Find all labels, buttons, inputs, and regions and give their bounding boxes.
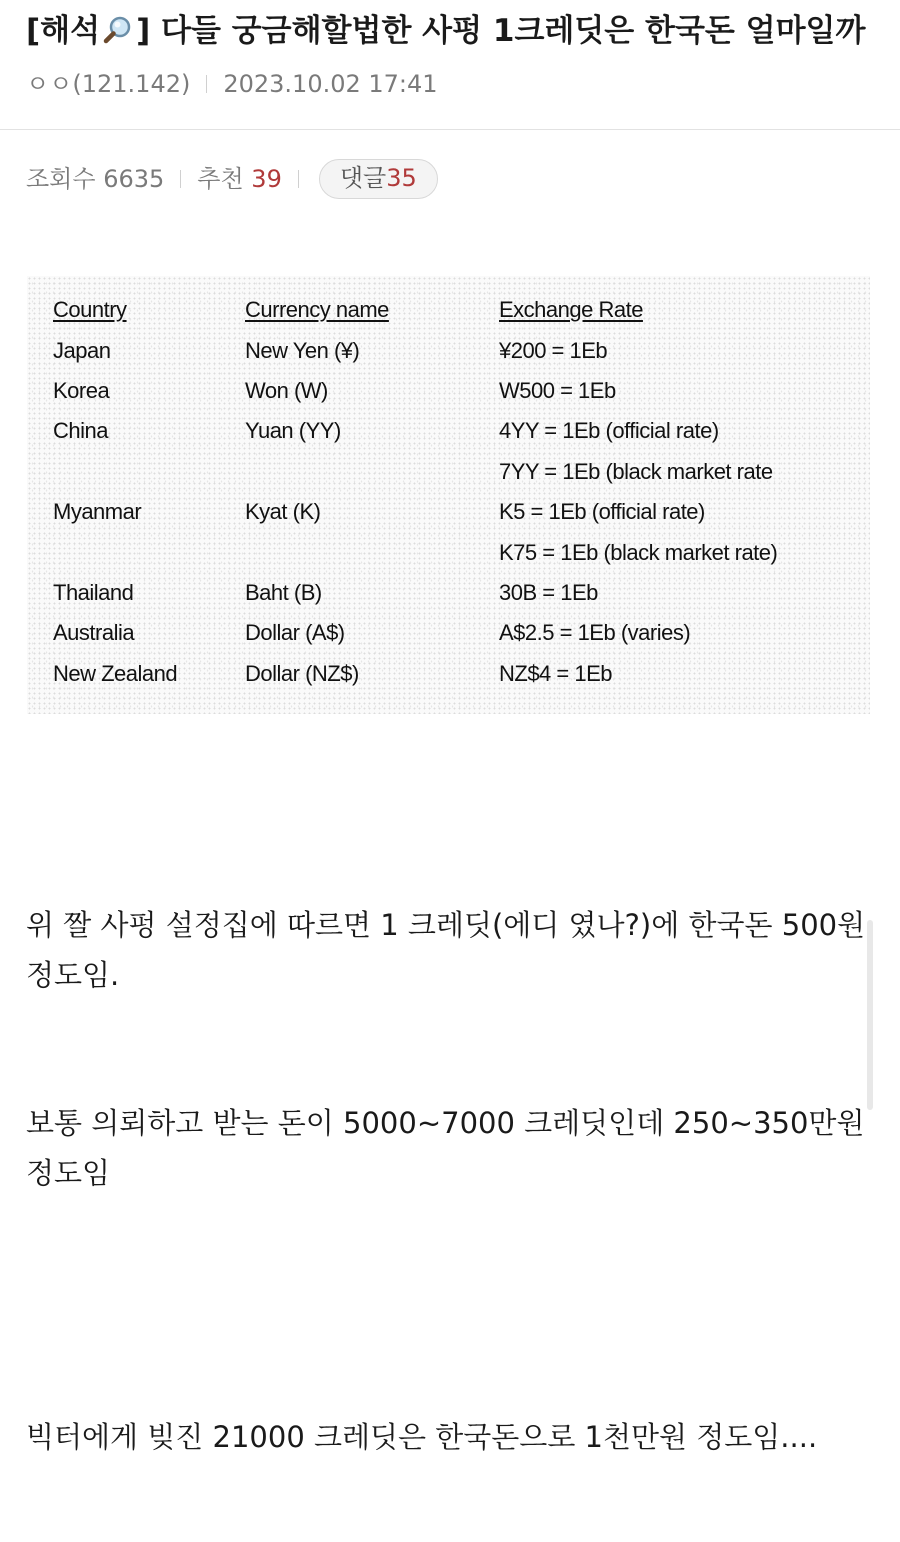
comments-label: 댓글 — [339, 164, 387, 192]
exchange-rate-image — [27, 276, 870, 714]
table-row — [53, 532, 859, 572]
views-count: 6635 — [103, 165, 165, 193]
cell-currency — [245, 452, 499, 492]
likes-count: 39 — [251, 165, 282, 193]
post-stats — [26, 158, 438, 200]
cell-currency: Yuan (YY) — [245, 418, 341, 444]
table-row — [53, 573, 859, 613]
cell-currency: Baht (B) — [245, 579, 322, 605]
exchange-rate-table — [53, 290, 859, 694]
post-paragraph: 위 짤 사펑 설정집에 따르면 1 크레딧(에디 였나?)에 한국돈 500원 정도임. — [26, 908, 866, 992]
cell-country: China — [53, 418, 108, 444]
cell-rate: ¥200 = 1Eb — [499, 337, 608, 363]
cell-country: Australia — [53, 620, 135, 646]
cell-rate: W500 = 1Eb — [499, 377, 616, 403]
cell-country: Korea — [53, 377, 110, 403]
post-datetime: 2023.10.02 17:41 — [223, 70, 438, 98]
cell-country — [53, 452, 245, 492]
cell-rate: K75 = 1Eb (black market rate) — [499, 539, 778, 565]
table-row — [53, 411, 859, 451]
magnifying-glass-icon — [102, 13, 134, 45]
stats-divider — [298, 170, 299, 188]
post-meta — [26, 66, 438, 102]
title-bracket-close: ] — [136, 13, 151, 49]
post-paragraph: 빅터에게 빚진 21000 크레딧은 한국돈으로 1천만원 정도임.... — [26, 1420, 818, 1454]
cell-currency: Kyat (K) — [245, 499, 321, 525]
table-row — [53, 452, 859, 492]
title-text: 다들 궁금해할법한 사펑 1크레딧은 한국돈 얼마일까 — [161, 13, 866, 49]
table-row — [53, 330, 859, 370]
scrollbar[interactable] — [867, 920, 873, 1110]
cell-country: Myanmar — [53, 499, 142, 525]
cell-rate: NZ$4 = 1Eb — [499, 660, 613, 686]
header-country: Country — [53, 297, 127, 323]
author-name[interactable]: ㅇㅇ(121.142) — [26, 70, 191, 98]
post-header — [0, 0, 900, 130]
cell-rate: 30B = 1Eb — [499, 579, 598, 605]
stats-divider — [180, 170, 181, 188]
meta-divider — [206, 75, 207, 93]
comments-count: 35 — [386, 164, 417, 192]
header-currency-name: Currency name — [245, 297, 389, 323]
cell-currency — [245, 532, 499, 572]
cell-rate: A$2.5 = 1Eb (varies) — [499, 620, 691, 646]
cell-currency: Won (W) — [245, 377, 328, 403]
cell-country: New Zealand — [53, 660, 178, 686]
comments-button[interactable] — [319, 159, 438, 199]
table-header-row — [53, 290, 859, 330]
cell-rate: 4YY = 1Eb (official rate) — [499, 418, 719, 444]
cell-rate: 7YY = 1Eb (black market rate — [499, 458, 773, 484]
cell-rate: K5 = 1Eb (official rate) — [499, 499, 705, 525]
likes-label: 추천 — [197, 165, 244, 193]
table-row — [53, 371, 859, 411]
cell-country: Japan — [53, 337, 111, 363]
table-row — [53, 492, 859, 532]
title-prefix: [해석 — [26, 13, 101, 49]
table-row — [53, 654, 859, 694]
header-exchange-rate: Exchange Rate — [499, 297, 643, 323]
table-row — [53, 613, 859, 653]
views-label: 조회수 — [26, 165, 96, 193]
cell-currency: New Yen (¥) — [245, 337, 360, 363]
post-paragraph: 보통 의뢰하고 받는 돈이 5000~7000 크레딧인데 250~350만원정도임 — [26, 1106, 865, 1190]
cell-currency: Dollar (NZ$) — [245, 660, 359, 686]
cell-country — [53, 532, 245, 572]
cell-country: Thailand — [53, 579, 134, 605]
post-title — [26, 8, 886, 54]
cell-currency: Dollar (A$) — [245, 620, 345, 646]
